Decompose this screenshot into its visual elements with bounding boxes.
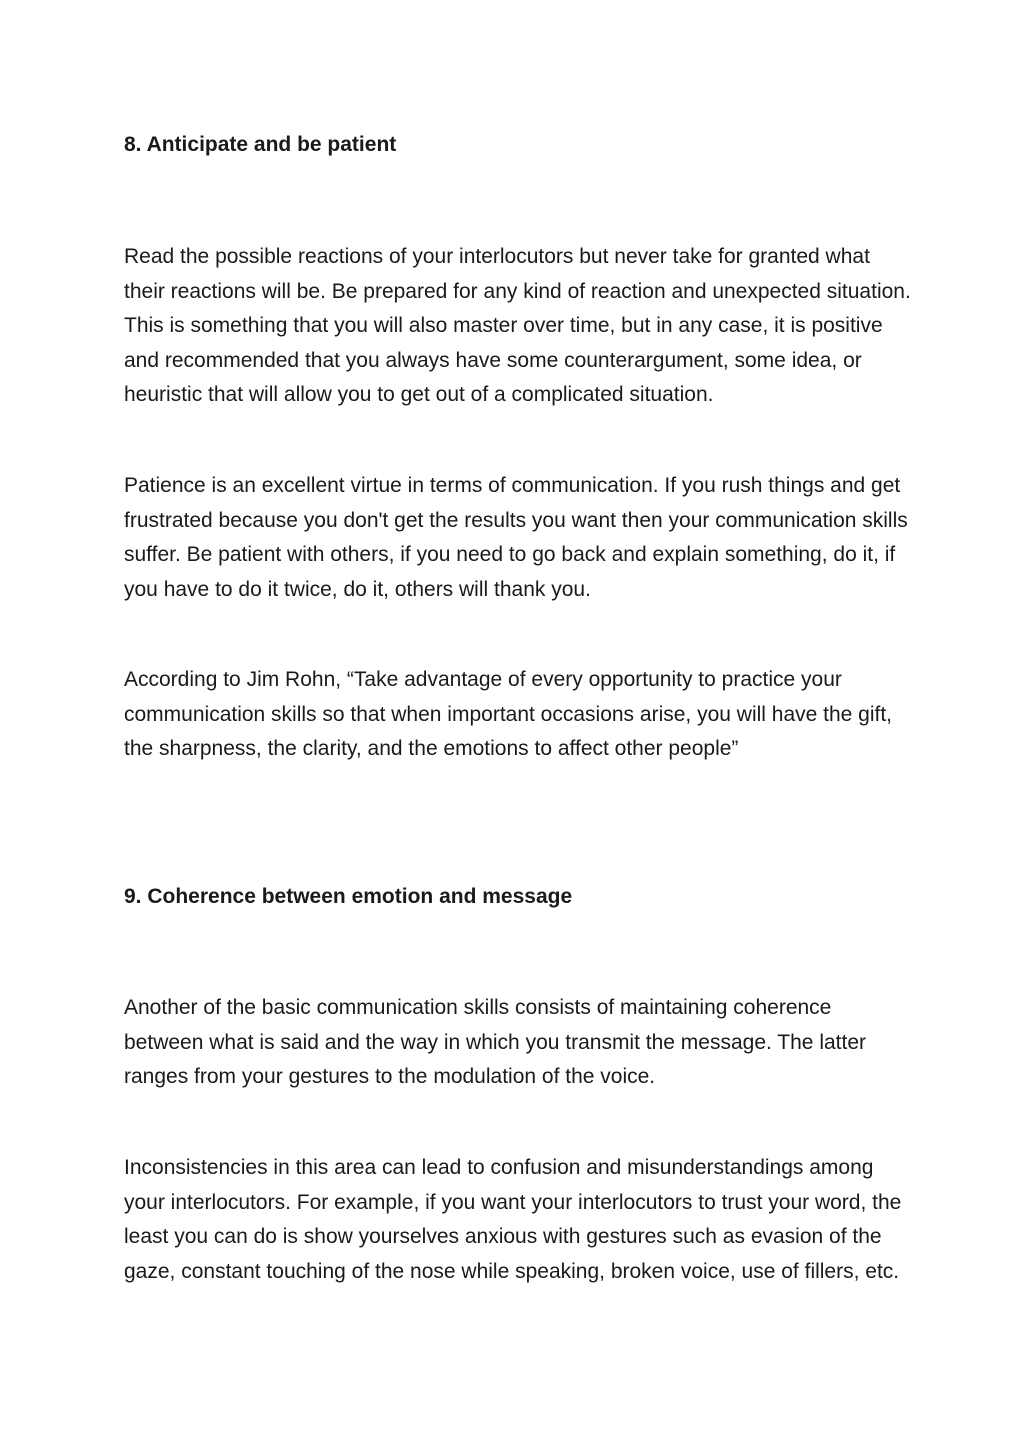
paragraph: According to Jim Rohn, “Take advantage of every opportunity to practice your communication skills so that when important occasions arise, you will have the gift, the sharpness, the clarity, and the emotions to affect other people” xyxy=(124,668,893,760)
section-heading-coherence: 9. Coherence between emotion and message xyxy=(124,885,573,908)
paragraph: Inconsistencies in this area can lead to confusion and misunderstandings among your interlocutors. For example, if you want your interlocutors to trust your word, the least you can do is show yourselves anxious with gestures such as evasion of the gaze, constant touching of the nose while speaking, broken voice, use of fillers, etc. xyxy=(124,1156,902,1283)
paragraph: Another of the basic communication skills consists of maintaining coherence between what is said and the way in which you transmit the message. The latter ranges from your gestures to the modulation of the voice. xyxy=(124,996,867,1088)
paragraph: Read the possible reactions of your interlocutors but never take for granted what their reactions will be. Be prepared for any kind of reaction and unexpected situation. This is something that you will also master over time, but in any case, it is positive and recommended that you always have some counterargument, some idea, or heuristic that will allow you to get out of a complicated situation. xyxy=(124,245,911,406)
section-heading-anticipate: 8. Anticipate and be patient xyxy=(124,133,397,156)
paragraph: Patience is an excellent virtue in terms of communication. If you rush things and get frustrated because you don't get the results you want then your communication skills suffer. Be patient with others, if you need to go back and explain something, do it, if you have to do it twice, do it, others will thank you. xyxy=(124,474,908,601)
